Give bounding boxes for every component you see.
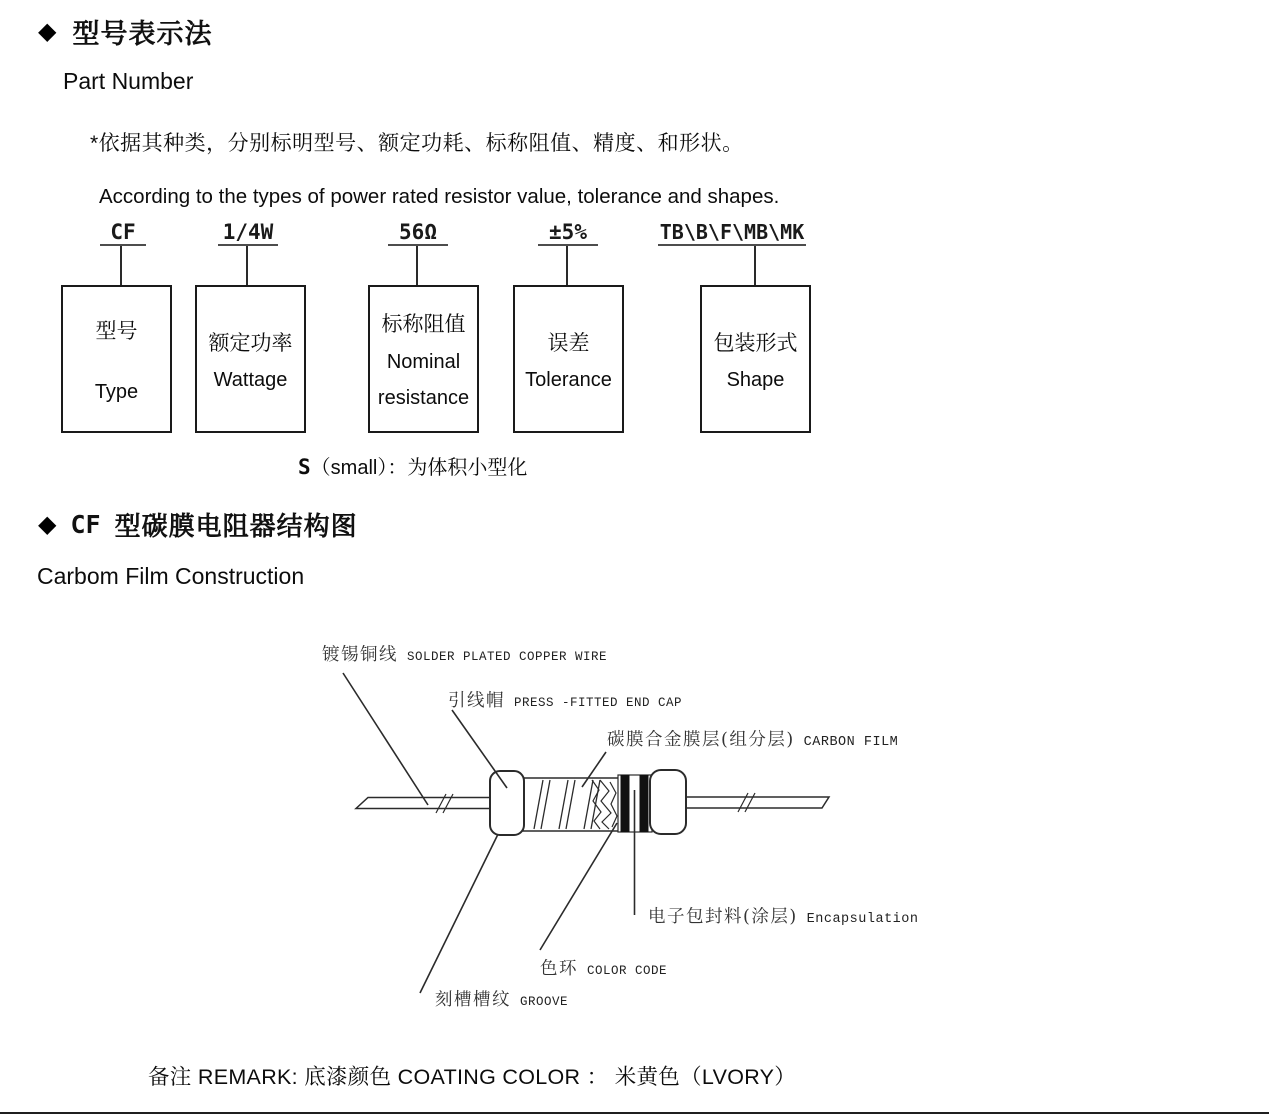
diamond-bullet-icon: ◆ (38, 17, 57, 45)
box-label-en: Wattage (213, 368, 288, 391)
connector-line (566, 246, 568, 285)
part-number-box-tolerance (513, 285, 624, 433)
part-code-resistance: 56Ω (388, 220, 448, 246)
diamond-bullet-icon: ◆ (38, 510, 57, 538)
section-title-zh: 型号表示法 (72, 19, 213, 49)
part-number-box-resistance (368, 285, 479, 433)
intro-line-zh: *依据其种类，分别标明型号、额定功耗、标称阻值、精度、和形状。 (90, 132, 744, 155)
label-color-code-zh: 色环 (540, 959, 578, 979)
box-label-zh: 误差 (547, 331, 590, 355)
label-groove (435, 986, 568, 1011)
part-number-box-type (61, 285, 172, 433)
copper-wire-leader-line (343, 673, 428, 805)
lead-wire-left (356, 798, 492, 809)
part-code-wattage: 1/4W (218, 220, 278, 246)
label-carbon-film-zh: 碳膜合金膜层(组分层) (607, 730, 795, 750)
label-carbon-film (607, 726, 898, 751)
box-label-en2: resistance (377, 387, 470, 409)
wire-break-marks (436, 793, 755, 813)
small-note-text: （small）：为体积小型化 (310, 457, 528, 479)
connector-line (246, 246, 248, 285)
intro-line-en: According to the types of power rated resistor value, tolerance and shapes. (99, 185, 780, 208)
part-number-box-wattage (195, 285, 306, 433)
label-copper-wire (322, 641, 607, 666)
part-code-tolerance: ±5% (538, 220, 598, 246)
construction-title-zh: 型碳膜电阻器结构图 (114, 511, 358, 541)
label-end-cap-zh: 引线帽 (448, 691, 505, 711)
resistor-body (523, 778, 619, 831)
label-copper-wire-en: SOLDER PLATED COPPER WIRE (407, 650, 608, 664)
label-groove-zh: 刻槽槽纹 (435, 990, 511, 1010)
label-end-cap (448, 687, 682, 712)
construction-subtitle-en: Carbom Film Construction (37, 563, 305, 589)
end-cap-right (650, 770, 686, 834)
part-code-type: CF (100, 220, 146, 246)
end-cap-leader-line (452, 710, 507, 788)
end-cap-left (490, 771, 524, 835)
label-copper-wire-zh: 镀锡铜线 (322, 645, 398, 665)
section-title-construction (38, 506, 358, 543)
torn-film-edge (592, 780, 617, 829)
small-note-prefix: S (298, 455, 311, 479)
groove-leader-line (420, 824, 503, 993)
section-title-part-number (38, 12, 212, 51)
label-encapsulation-en: Encapsulation (806, 912, 919, 927)
label-carbon-film-en: CARBON FILM (803, 735, 899, 750)
label-groove-en: GROOVE (520, 995, 569, 1009)
connector-line (120, 246, 122, 285)
color-band-section (618, 775, 652, 832)
construction-title-code: CF (70, 510, 101, 539)
lead-wire-right (686, 797, 829, 808)
section-subtitle-en: Part Number (63, 68, 194, 94)
small-size-note (298, 451, 527, 480)
label-color-code-en: COLOR CODE (587, 964, 668, 978)
color-code-leader-line (540, 823, 617, 950)
carbon-film-leader-line (582, 752, 606, 787)
part-code-shape: TB\B\F\MB\MK (659, 220, 805, 244)
box-label-en: Nominal (386, 351, 461, 373)
box-label-zh: 标称阻值 (381, 313, 466, 336)
label-end-cap-en: PRESS -FITTED END CAP (514, 696, 683, 710)
label-encapsulation-zh: 电子包封料(涂层) (648, 907, 798, 927)
box-label-en: Tolerance (525, 368, 612, 391)
part-number-box-shape (700, 285, 811, 433)
label-encapsulation (648, 903, 918, 928)
groove-hatch-lines (534, 780, 600, 829)
box-label-en: Shape (726, 368, 785, 391)
box-label-en: Type (94, 380, 139, 403)
remark-coating-color: 备注 REMARK: 底漆颜色 COATING COLOR ： 米黄色（LVORY） (148, 1065, 797, 1089)
label-color-code (540, 955, 667, 980)
box-label-zh: 型号 (95, 319, 138, 343)
color-band (621, 775, 630, 832)
connector-line (416, 246, 418, 285)
box-label-zh: 额定功率 (208, 331, 293, 355)
connector-line (754, 246, 756, 285)
color-band (640, 775, 649, 832)
box-label-zh: 包装形式 (713, 331, 798, 355)
